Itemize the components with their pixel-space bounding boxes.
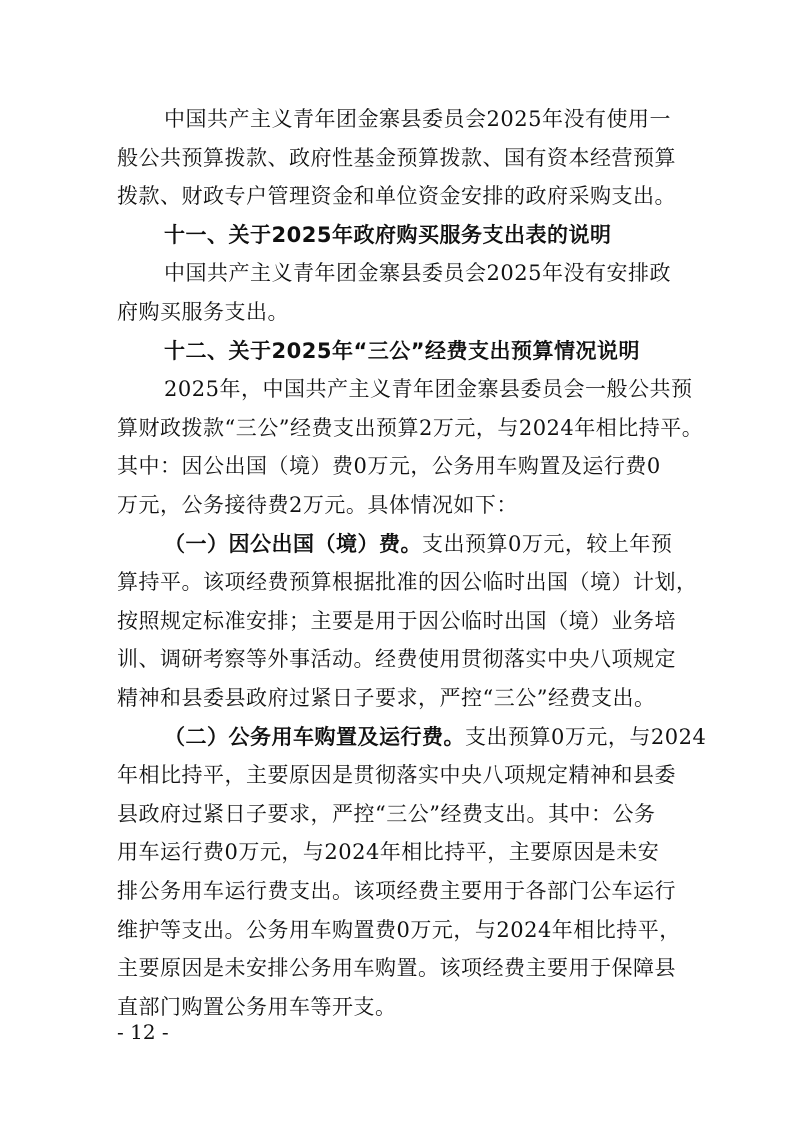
paragraph-line: 般公共预算拨款、政府性基金预算拨款、国有资本经营预算: [117, 146, 676, 170]
paragraph-line: 2025年，中国共产主义青年团金寨县委员会一般公共预: [164, 377, 693, 401]
paragraph-line: 中国共产主义青年团金寨县委员会2025年没有使用一: [164, 107, 671, 131]
paragraph-line: 县政府过紧日子要求，严控“三公”经费支出。其中：公务: [117, 802, 656, 826]
paragraph-line: 排公务用车运行费支出。该项经费主要用于各部门公车运行: [117, 879, 676, 903]
paragraph-line: 主要原因是未安排公务用车购置。该项经费主要用于保障县: [117, 956, 676, 980]
subsection-first-line: [0, 528, 793, 560]
subsection-first-line: [0, 721, 793, 753]
paragraph-line: 年相比持平，主要原因是贯彻落实中央八项规定精神和县委: [117, 763, 676, 787]
paragraph-line: 用车运行费0万元，与2024年相比持平，主要原因是未安: [117, 840, 660, 864]
paragraph-text: 支出预算0万元，较上年预: [422, 532, 673, 556]
paragraph-line: 训、调研考察等外事活动。经费使用贯彻落实中央八项规定: [117, 647, 676, 671]
paragraph-line: 拨款、财政专户管理资金和单位资金安排的政府采购支出。: [117, 184, 676, 208]
paragraph-line: 中国共产主义青年团金寨县委员会2025年没有安排政: [164, 261, 671, 285]
paragraph-line: 直部门购置公务用车等开支。: [117, 995, 397, 1019]
paragraph-line: 算持平。该项经费预算根据批准的因公临时出国（境）计划，: [117, 570, 698, 594]
section-heading: 十二、关于2025年“三公”经费支出预算情况说明: [164, 339, 641, 363]
paragraph-line: 精神和县委县政府过紧日子要求，严控“三公”经费支出。: [117, 686, 656, 710]
subsection-title: （二）公务用车购置及运行费。: [164, 724, 465, 749]
paragraph-line: 算财政拨款“三公”经费支出预算2万元，与2024年相比持平。: [117, 416, 704, 440]
paragraph-text: 支出预算0万元，与2024: [465, 725, 707, 749]
paragraph-line: 府购买服务支出。: [117, 300, 289, 324]
paragraph-line: 其中：因公出国（境）费0万元，公务用车购置及运行费0: [117, 454, 661, 478]
subsection-title: （一）因公出国（境）费。: [164, 531, 422, 556]
page-number: - 12 -: [117, 1020, 169, 1044]
section-heading: 十一、关于2025年政府购买服务支出表的说明: [164, 223, 612, 247]
paragraph-line: 维护等支出。公务用车购置费0万元，与2024年相比持平，: [117, 918, 681, 942]
paragraph-line: 按照规定标准安排；主要是用于因公临时出国（境）业务培: [117, 609, 676, 633]
paragraph-line: 万元，公务接待费2万元。具体情况如下：: [117, 493, 518, 517]
